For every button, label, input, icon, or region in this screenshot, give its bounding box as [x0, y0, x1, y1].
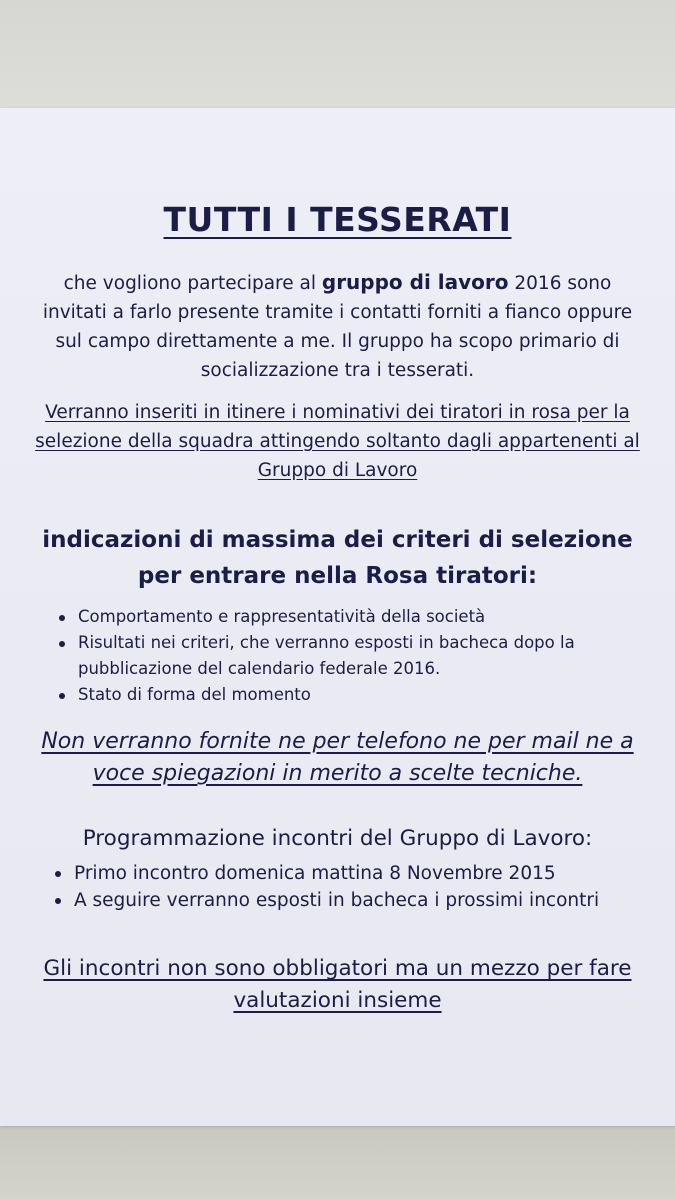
schedule-item: A seguire verranno esposti in bacheca i prossimi incontri — [52, 887, 635, 914]
intro-paragraph — [30, 268, 645, 385]
warning-notice: Non verranno fornite ne per telefono ne per mail ne a voce spiegazioni in merito a scelte tecniche. — [41, 729, 634, 786]
closing-note: Gli incontri non sono obbligatori ma un mezzo per fare valutazioni insieme — [43, 956, 632, 1013]
criteria-item: Stato di forma del momento — [56, 682, 635, 708]
poster-sheet — [0, 108, 675, 1126]
intro-text-end: 2016 sono invitati a farlo presente tramite i contatti forniti a fianco oppure sul campo direttamente a me. Il gruppo ha scopo primario di socializzazione tra i tesserati. — [42, 273, 633, 381]
wall-background — [0, 1125, 675, 1200]
schedule-heading: Programmazione incontri del Gruppo di Lavoro: — [82, 826, 593, 851]
criteria-heading: indicazioni di massima dei criteri di selezione per entrare nella Rosa tiratori: — [42, 527, 633, 589]
criteria-item: Comportamento e rappresentatività della società — [56, 604, 635, 630]
intro-highlight: gruppo di lavoro — [321, 270, 509, 294]
criteria-item: Risultati nei criteri, che verranno esposti in bacheca dopo la pubblicazione del calendario federale 2016. — [56, 630, 635, 682]
selection-notice: Verranno inseriti in itinere i nominativi dei tiratori in rosa per la selezione della squadra attingendo soltanto dagli appartenenti al Gruppo di Lavoro — [35, 402, 640, 481]
schedule-item: Primo incontro domenica mattina 8 Novembre 2015 — [52, 860, 635, 887]
schedule-list — [52, 860, 635, 914]
criteria-list — [56, 604, 635, 708]
intro-text-start: che vogliono partecipare al — [63, 273, 322, 294]
poster-title: TUTTI I TESSERATI — [163, 200, 512, 239]
